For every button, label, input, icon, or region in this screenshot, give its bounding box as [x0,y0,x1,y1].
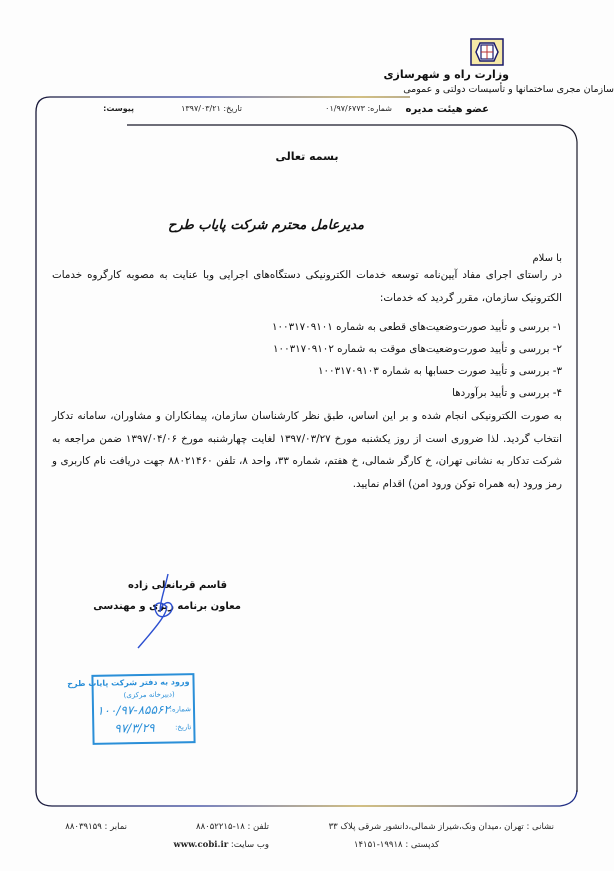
organization-name: سازمان مجری ساختمانها و تأسیسات دولتی و عمومی [403,84,614,95]
letter-number [325,104,392,113]
service-item: ۳- بررسی و تأیید صورت حسابها به شماره ۱۰۰۳۱۷۰۹۱۰۳ [318,365,562,377]
received-stamp [67,673,195,745]
stamp-number-value: ۱۰۰/۹۷-۸۵۵۶۲ [96,702,170,718]
footer-address: نشانی : تهران ،میدان ونک،شیراز شمالی،دانشور شرقی پلاک ۳۳ [328,822,554,832]
date-label: تاریخ: [223,104,242,113]
bismillah-heading: بسمه تعالی [275,150,339,163]
handwritten-signature [130,572,190,652]
footer-phone: تلفن : ۱۸-۸۸۰۵۲۲۱۵ [196,822,269,832]
signatory-name: قاسم قربانعلی زاده [127,580,227,591]
signatory-title: معاون برنامه ریزی و مهندسی [93,601,241,612]
intro-paragraph: در راستای اجرای مفاد آیین‌نامه توسعه خدمات الکترونیکی دستگاه‌های اجرایی وبا عنایت به مصوبه کارگروه خدمات الکترونیک سازمان، مقرر گردید که خدمات: [52,269,562,304]
addressee: مدیرعامل محترم شرکت پایاب طرح [167,218,364,233]
closing-paragraph: به صورت الکترونیکی انجام شده و بر این اساس، طبق نظر کارشناسان سازمان، پیمانکاران و مشاوران، سامانه تدکار انتخاب گردید. لذا ضروری است از روز یکشنبه مورخ ۱۳۹۷/۰۳/۲۷ لغایت چهارشنبه مورخ ۱۳۹۷/۰۴/۰۶ ضمن مراجعه به شرکت تدکار به نشانی تهران، خ کارگر شمالی، خ هفتم، شماره ۳۳، واحد ۸، تلفن ۸۸۰۲۱۴۶۰ جهت دریافت نام کاربری و رمز ورود (به همراه توکن ورود امن) اقدام نمایید. [52,410,562,490]
role-title: عضو هیئت مدیره [405,104,489,115]
date-value: ۱۳۹۷/۰۳/۲۱ [181,104,221,113]
stamp-subheader: (دبیرخانه مرکزی) [123,690,175,700]
service-item: ۱- بررسی و تأیید صورت‌وضعیت‌های قطعی به شماره ۱۰۰۳۱۷۰۹۱۰۱ [271,321,562,333]
service-item: ۲- بررسی و تأیید صورت‌وضعیت‌های موقت به شماره ۱۰۰۳۱۷۰۹۱۰۲ [273,343,562,355]
footer-postal-code: کدپستی : ۱۹۹۱۸-۱۴۱۵۱ [353,840,439,850]
stamp-number-label: شماره: [169,705,192,714]
attachment-label: پیوست: [103,104,134,113]
ministry-name: وزارت راه و شهرسازی [383,68,509,81]
stamp-date-label: تاریخ: [174,723,192,732]
greeting: با سلام [532,253,562,264]
stamp-date-value: ۹۷/۳/۲۹ [114,720,155,736]
number-label: شماره: [367,104,392,113]
footer-website [173,840,269,850]
number-value: ۰۱/۹۷/۶۷۷۳ [325,104,365,113]
service-item: ۴- بررسی و تأیید برآوردها [452,387,562,399]
footer-fax: نمابر : ۸۸۰۳۹۱۵۹ [65,822,127,832]
letter-date [181,104,242,113]
website-link[interactable]: www.cobi.ir [173,840,229,850]
stamp-header: ورود به دفتر شرکت پایاب طرح [67,677,190,689]
ministry-emblem-icon [470,38,504,66]
website-label: وب سایت: [230,840,269,850]
